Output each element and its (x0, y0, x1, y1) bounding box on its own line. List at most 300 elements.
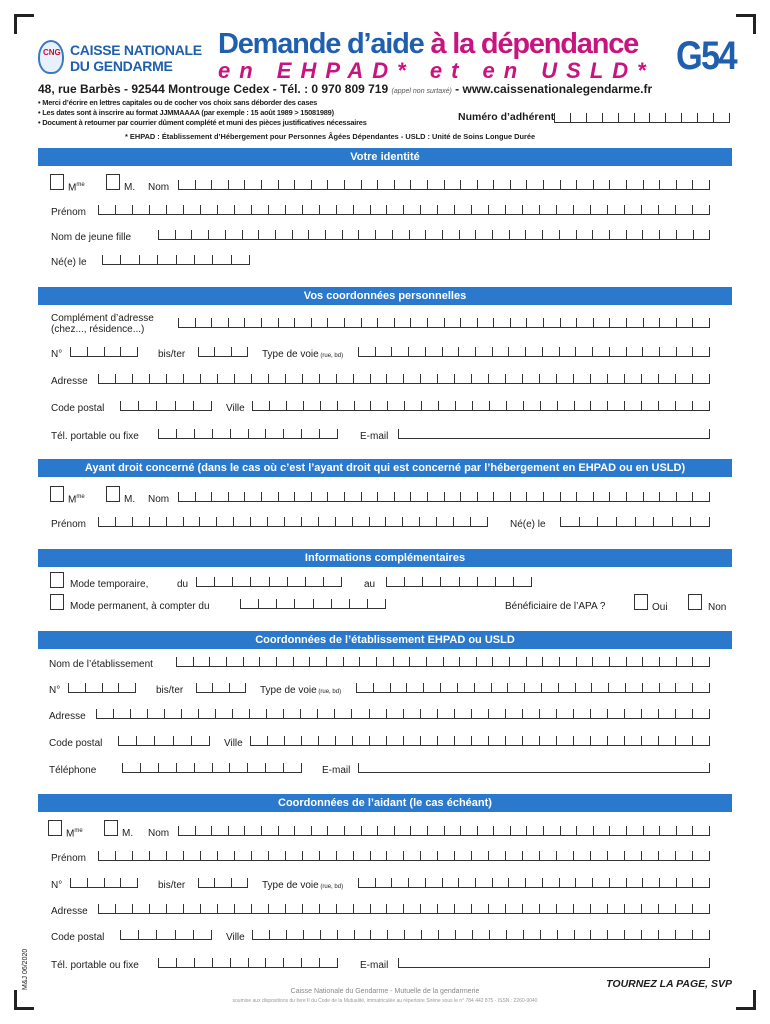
char-cell[interactable] (286, 930, 303, 939)
char-cell[interactable] (265, 958, 283, 967)
char-cell[interactable] (149, 374, 166, 383)
char-cell[interactable] (559, 657, 576, 666)
char-cell[interactable] (102, 683, 119, 692)
char-cell[interactable] (542, 347, 559, 356)
char-cell[interactable] (268, 205, 285, 214)
date-au-input[interactable] (386, 577, 532, 587)
char-cell[interactable] (659, 230, 676, 239)
char-cell[interactable] (509, 657, 526, 666)
char-cell[interactable] (423, 683, 440, 692)
char-cell[interactable] (369, 517, 386, 526)
char-cell[interactable] (444, 180, 461, 189)
char-cell[interactable] (226, 657, 243, 666)
char-cell[interactable] (183, 851, 200, 860)
char-cell[interactable] (560, 492, 577, 501)
char-cell[interactable] (115, 851, 132, 860)
type-voie-input[interactable] (358, 347, 710, 357)
char-cell[interactable] (250, 517, 267, 526)
char-cell[interactable] (403, 205, 420, 214)
char-cell[interactable] (575, 347, 592, 356)
char-cell[interactable] (132, 904, 149, 913)
char-cell[interactable] (120, 878, 138, 887)
char-cell[interactable] (115, 904, 132, 913)
char-cell[interactable] (675, 374, 692, 383)
char-cell[interactable] (287, 577, 305, 586)
char-cell[interactable] (440, 577, 458, 586)
char-cell[interactable] (284, 736, 301, 745)
char-cell[interactable] (659, 657, 676, 666)
char-cell[interactable] (136, 736, 154, 745)
char-cell[interactable] (319, 958, 338, 967)
char-cell[interactable] (140, 763, 158, 772)
char-cell[interactable] (460, 492, 477, 501)
char-cell[interactable] (198, 709, 215, 718)
char-cell[interactable] (176, 958, 194, 967)
char-cell[interactable] (607, 851, 624, 860)
char-cell[interactable] (342, 230, 359, 239)
char-cell[interactable] (675, 736, 692, 745)
char-cell[interactable] (294, 826, 311, 835)
char-cell[interactable] (377, 826, 394, 835)
char-cell[interactable] (309, 657, 326, 666)
char-cell[interactable] (244, 492, 261, 501)
ayant-droit-prenom-input[interactable] (98, 517, 488, 527)
char-cell[interactable] (542, 878, 559, 887)
char-cell[interactable] (488, 736, 505, 745)
char-cell[interactable] (593, 826, 610, 835)
char-cell[interactable] (526, 657, 543, 666)
char-cell[interactable] (625, 683, 642, 692)
char-cell[interactable] (692, 736, 710, 745)
char-cell[interactable] (697, 113, 713, 122)
char-cell[interactable] (560, 826, 577, 835)
char-cell[interactable] (676, 826, 693, 835)
char-cell[interactable] (692, 657, 710, 666)
char-cell[interactable] (570, 113, 586, 122)
char-cell[interactable] (576, 180, 593, 189)
char-cell[interactable] (234, 374, 251, 383)
char-cell[interactable] (176, 763, 194, 772)
char-cell[interactable] (214, 878, 230, 887)
char-cell[interactable] (607, 709, 624, 718)
char-cell[interactable] (265, 429, 283, 438)
char-cell[interactable] (590, 736, 607, 745)
char-cell[interactable] (301, 429, 319, 438)
complement-adresse-input[interactable] (178, 318, 710, 328)
char-cell[interactable] (276, 657, 293, 666)
char-cell[interactable] (576, 318, 593, 327)
char-cell[interactable] (386, 577, 404, 586)
char-cell[interactable] (370, 851, 387, 860)
char-cell[interactable] (626, 347, 643, 356)
char-cell[interactable] (477, 826, 494, 835)
char-cell[interactable] (212, 683, 228, 692)
char-cell[interactable] (200, 205, 217, 214)
date-permanent-input[interactable] (240, 599, 386, 609)
char-cell[interactable] (641, 930, 658, 939)
char-cell[interactable] (658, 205, 675, 214)
checkbox-mode-permanent[interactable] (50, 594, 64, 610)
char-cell[interactable] (590, 374, 607, 383)
char-cell[interactable] (216, 517, 233, 526)
char-cell[interactable] (692, 826, 710, 835)
char-cell[interactable] (410, 318, 427, 327)
char-cell[interactable] (386, 205, 403, 214)
char-cell[interactable] (579, 517, 598, 526)
char-cell[interactable] (261, 492, 278, 501)
char-cell[interactable] (558, 683, 575, 692)
char-cell[interactable] (492, 347, 509, 356)
char-cell[interactable] (493, 492, 510, 501)
char-cell[interactable] (98, 904, 115, 913)
char-cell[interactable] (251, 205, 268, 214)
char-cell[interactable] (559, 347, 576, 356)
char-cell[interactable] (166, 904, 183, 913)
char-cell[interactable] (249, 709, 266, 718)
char-cell[interactable] (574, 930, 591, 939)
char-cell[interactable] (302, 904, 319, 913)
char-cell[interactable] (261, 318, 278, 327)
char-cell[interactable] (335, 517, 352, 526)
char-cell[interactable] (643, 826, 660, 835)
char-cell[interactable] (228, 826, 245, 835)
char-cell[interactable] (659, 826, 676, 835)
char-cell[interactable] (455, 401, 472, 410)
char-cell[interactable] (228, 180, 245, 189)
char-cell[interactable] (147, 709, 164, 718)
char-cell[interactable] (139, 255, 157, 264)
checkbox-apa-non[interactable] (688, 594, 702, 610)
char-cell[interactable] (426, 657, 443, 666)
char-cell[interactable] (154, 736, 172, 745)
char-cell[interactable] (425, 347, 442, 356)
char-cell[interactable] (175, 230, 192, 239)
char-cell[interactable] (394, 180, 411, 189)
char-cell[interactable] (402, 517, 419, 526)
char-cell[interactable] (607, 205, 624, 214)
char-cell[interactable] (540, 401, 557, 410)
char-cell[interactable] (505, 736, 522, 745)
char-cell[interactable] (327, 826, 344, 835)
char-cell[interactable] (427, 318, 444, 327)
char-cell[interactable] (358, 230, 375, 239)
char-cell[interactable] (475, 230, 492, 239)
char-cell[interactable] (311, 180, 328, 189)
char-cell[interactable] (597, 517, 616, 526)
char-cell[interactable] (643, 318, 660, 327)
char-cell[interactable] (214, 577, 232, 586)
char-cell[interactable] (523, 930, 540, 939)
char-cell[interactable] (217, 851, 234, 860)
char-cell[interactable] (659, 492, 676, 501)
char-cell[interactable] (244, 180, 261, 189)
char-cell[interactable] (320, 401, 337, 410)
char-cell[interactable] (575, 878, 592, 887)
char-cell[interactable] (420, 709, 437, 718)
char-cell[interactable] (421, 401, 438, 410)
char-cell[interactable] (196, 577, 214, 586)
char-cell[interactable] (369, 709, 386, 718)
char-cell[interactable] (492, 878, 509, 887)
char-cell[interactable] (267, 736, 284, 745)
char-cell[interactable] (173, 736, 191, 745)
char-cell[interactable] (477, 180, 494, 189)
char-cell[interactable] (560, 180, 577, 189)
char-cell[interactable] (336, 851, 353, 860)
char-cell[interactable] (641, 904, 658, 913)
char-cell[interactable] (118, 736, 136, 745)
char-cell[interactable] (354, 401, 371, 410)
char-cell[interactable] (292, 230, 309, 239)
char-cell[interactable] (343, 657, 360, 666)
char-cell[interactable] (211, 826, 228, 835)
char-cell[interactable] (196, 683, 212, 692)
char-cell[interactable] (556, 904, 573, 913)
checkbox-apa-oui[interactable] (634, 594, 648, 610)
char-cell[interactable] (149, 517, 166, 526)
char-cell[interactable] (370, 374, 387, 383)
char-cell[interactable] (658, 374, 675, 383)
etab-email-input[interactable] (358, 763, 710, 773)
char-cell[interactable] (183, 517, 200, 526)
char-cell[interactable] (539, 736, 556, 745)
char-cell[interactable] (624, 401, 641, 410)
char-cell[interactable] (356, 683, 373, 692)
char-cell[interactable] (609, 826, 626, 835)
char-cell[interactable] (489, 930, 506, 939)
char-cell[interactable] (525, 347, 542, 356)
char-cell[interactable] (505, 205, 522, 214)
char-cell[interactable] (437, 736, 454, 745)
char-cell[interactable] (194, 255, 212, 264)
char-cell[interactable] (353, 205, 370, 214)
char-cell[interactable] (592, 347, 609, 356)
char-cell[interactable] (278, 492, 295, 501)
char-cell[interactable] (336, 904, 353, 913)
char-cell[interactable] (624, 736, 641, 745)
char-cell[interactable] (437, 851, 454, 860)
char-cell[interactable] (375, 230, 392, 239)
char-cell[interactable] (311, 492, 328, 501)
char-cell[interactable] (591, 683, 608, 692)
char-cell[interactable] (370, 205, 387, 214)
char-cell[interactable] (132, 205, 149, 214)
char-cell[interactable] (247, 763, 265, 772)
char-cell[interactable] (510, 492, 527, 501)
char-cell[interactable] (442, 878, 459, 887)
char-cell[interactable] (409, 657, 426, 666)
char-cell[interactable] (408, 878, 425, 887)
char-cell[interactable] (251, 851, 268, 860)
char-cell[interactable] (692, 930, 710, 939)
char-cell[interactable] (353, 374, 370, 383)
char-cell[interactable] (539, 709, 556, 718)
char-cell[interactable] (624, 851, 641, 860)
aidant-ville-input[interactable] (252, 930, 710, 940)
char-cell[interactable] (454, 736, 471, 745)
char-cell[interactable] (609, 230, 626, 239)
char-cell[interactable] (285, 205, 302, 214)
char-cell[interactable] (318, 736, 335, 745)
char-cell[interactable] (554, 113, 570, 122)
char-cell[interactable] (370, 904, 387, 913)
aidant-adresse-input[interactable] (98, 904, 710, 914)
char-cell[interactable] (477, 492, 494, 501)
char-cell[interactable] (641, 205, 658, 214)
char-cell[interactable] (489, 401, 506, 410)
char-cell[interactable] (460, 826, 477, 835)
char-cell[interactable] (283, 763, 302, 772)
char-cell[interactable] (692, 709, 710, 718)
char-cell[interactable] (175, 401, 193, 410)
char-cell[interactable] (178, 492, 195, 501)
char-cell[interactable] (590, 904, 607, 913)
char-cell[interactable] (98, 205, 115, 214)
char-cell[interactable] (525, 878, 542, 887)
char-cell[interactable] (609, 878, 626, 887)
char-cell[interactable] (149, 904, 166, 913)
char-cell[interactable] (592, 657, 609, 666)
char-cell[interactable] (251, 374, 268, 383)
char-cell[interactable] (252, 401, 269, 410)
char-cell[interactable] (195, 318, 212, 327)
char-cell[interactable] (454, 851, 471, 860)
char-cell[interactable] (493, 180, 510, 189)
char-cell[interactable] (590, 205, 607, 214)
char-cell[interactable] (319, 205, 336, 214)
char-cell[interactable] (505, 709, 522, 718)
char-cell[interactable] (495, 577, 513, 586)
char-cell[interactable] (70, 347, 87, 356)
char-cell[interactable] (240, 599, 258, 608)
char-cell[interactable] (352, 517, 369, 526)
char-cell[interactable] (311, 826, 328, 835)
char-cell[interactable] (693, 230, 711, 239)
char-cell[interactable] (231, 347, 248, 356)
char-cell[interactable] (194, 429, 212, 438)
checkbox-mme[interactable] (50, 174, 64, 190)
char-cell[interactable] (85, 683, 102, 692)
char-cell[interactable] (607, 736, 624, 745)
char-cell[interactable] (505, 374, 522, 383)
char-cell[interactable] (319, 374, 336, 383)
char-cell[interactable] (367, 599, 386, 608)
aidant-nom-input[interactable] (178, 826, 710, 836)
char-cell[interactable] (675, 709, 692, 718)
char-cell[interactable] (542, 657, 559, 666)
char-cell[interactable] (175, 930, 193, 939)
char-cell[interactable] (658, 904, 675, 913)
char-cell[interactable] (344, 826, 361, 835)
char-cell[interactable] (283, 709, 300, 718)
char-cell[interactable] (659, 683, 676, 692)
char-cell[interactable] (539, 904, 556, 913)
char-cell[interactable] (98, 517, 115, 526)
char-cell[interactable] (556, 205, 573, 214)
char-cell[interactable] (334, 709, 351, 718)
char-cell[interactable] (607, 930, 624, 939)
char-cell[interactable] (301, 736, 318, 745)
char-cell[interactable] (624, 205, 641, 214)
char-cell[interactable] (675, 851, 692, 860)
checkbox-ayant-droit-m[interactable] (106, 486, 120, 502)
char-cell[interactable] (387, 401, 404, 410)
aidant-bis-ter-input[interactable] (198, 878, 248, 888)
char-cell[interactable] (420, 904, 437, 913)
char-cell[interactable] (229, 683, 246, 692)
char-cell[interactable] (178, 826, 195, 835)
char-cell[interactable] (513, 577, 532, 586)
char-cell[interactable] (386, 709, 403, 718)
char-cell[interactable] (183, 374, 200, 383)
char-cell[interactable] (285, 374, 302, 383)
char-cell[interactable] (209, 657, 226, 666)
char-cell[interactable] (335, 736, 352, 745)
char-cell[interactable] (325, 230, 342, 239)
etab-code-postal-input[interactable] (118, 736, 210, 746)
char-cell[interactable] (672, 517, 691, 526)
char-cell[interactable] (438, 401, 455, 410)
char-cell[interactable] (676, 230, 693, 239)
char-cell[interactable] (349, 599, 367, 608)
char-cell[interactable] (336, 205, 353, 214)
char-cell[interactable] (118, 683, 136, 692)
char-cell[interactable] (641, 374, 658, 383)
aidant-tel-input[interactable] (158, 958, 338, 968)
char-cell[interactable] (471, 205, 488, 214)
char-cell[interactable] (493, 318, 510, 327)
char-cell[interactable] (404, 577, 422, 586)
char-cell[interactable] (675, 683, 692, 692)
char-cell[interactable] (692, 492, 710, 501)
char-cell[interactable] (102, 255, 120, 264)
char-cell[interactable] (403, 851, 420, 860)
char-cell[interactable] (458, 347, 475, 356)
char-cell[interactable] (319, 851, 336, 860)
char-cell[interactable] (268, 374, 285, 383)
char-cell[interactable] (311, 318, 328, 327)
adresse-input[interactable] (98, 374, 710, 384)
char-cell[interactable] (301, 958, 319, 967)
char-cell[interactable] (258, 230, 275, 239)
char-cell[interactable] (265, 763, 283, 772)
char-cell[interactable] (410, 180, 427, 189)
char-cell[interactable] (526, 318, 543, 327)
char-cell[interactable] (427, 492, 444, 501)
char-cell[interactable] (471, 904, 488, 913)
char-cell[interactable] (471, 851, 488, 860)
char-cell[interactable] (217, 904, 234, 913)
char-cell[interactable] (626, 657, 643, 666)
char-cell[interactable] (385, 517, 402, 526)
char-cell[interactable] (268, 904, 285, 913)
char-cell[interactable] (659, 318, 676, 327)
char-cell[interactable] (508, 878, 525, 887)
char-cell[interactable] (301, 517, 318, 526)
char-cell[interactable] (104, 878, 121, 887)
char-cell[interactable] (624, 904, 641, 913)
char-cell[interactable] (285, 851, 302, 860)
char-cell[interactable] (560, 318, 577, 327)
ville-input[interactable] (252, 401, 710, 411)
char-cell[interactable] (275, 230, 292, 239)
char-cell[interactable] (199, 517, 216, 526)
char-cell[interactable] (459, 230, 476, 239)
char-cell[interactable] (234, 904, 251, 913)
char-cell[interactable] (284, 517, 301, 526)
char-cell[interactable] (609, 657, 626, 666)
char-cell[interactable] (193, 401, 212, 410)
